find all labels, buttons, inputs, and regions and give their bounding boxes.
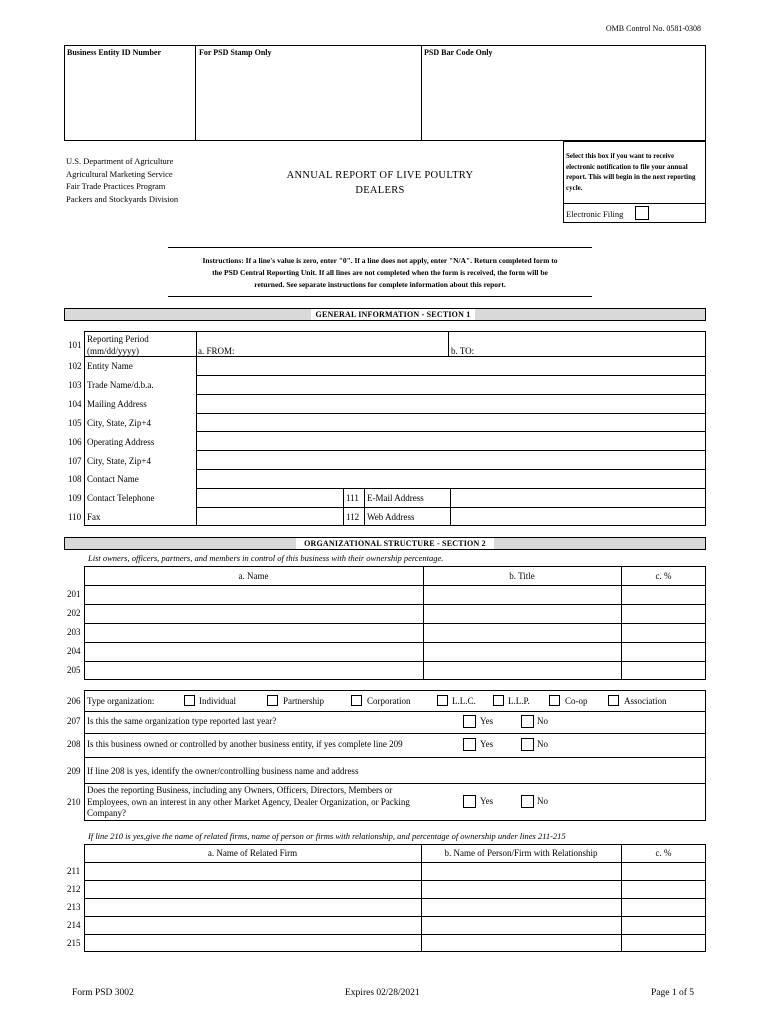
owner-row-input[interactable] — [86, 663, 421, 679]
omb-control-number: OMB Control No. 0581-0308 — [605, 24, 701, 33]
row-num: 203 — [67, 627, 81, 637]
row-num: 215 — [67, 938, 81, 948]
llp-label: L.L.P. — [508, 696, 530, 706]
mailing-address-label: Mailing Address — [87, 399, 147, 409]
row-num: 102 — [68, 361, 82, 371]
instructions-line: Instructions: If a line's value is zero, enter "0". If a line does not apply, enter "N/A". Return completed form to — [202, 256, 558, 265]
notification-text: Select this box if you want to receive electronic notification to file your annual report. This will begin in the next reporting cycle. — [566, 152, 696, 192]
agency-block — [66, 155, 178, 205]
web-address-input[interactable] — [452, 509, 704, 525]
owner-row-input[interactable] — [86, 587, 421, 603]
q209-label: If line 208 is yes, identify the owner/controlling business name and address — [87, 766, 359, 776]
coop-checkbox[interactable] — [549, 695, 560, 706]
related-col-percent: c. % — [655, 848, 672, 858]
row-num: 108 — [68, 474, 82, 484]
no-label: No — [537, 739, 548, 749]
owner-row-input[interactable] — [86, 644, 421, 660]
q210-line: Company? — [87, 808, 126, 818]
q210-no-checkbox[interactable] — [521, 795, 534, 808]
trade-name-input[interactable] — [198, 377, 704, 393]
corporation-checkbox[interactable] — [351, 695, 362, 706]
entity-id-field[interactable] — [66, 60, 193, 139]
individual-checkbox[interactable] — [184, 695, 195, 706]
expiration-date: Expires 02/28/2021 — [345, 988, 420, 998]
barcode-label: PSD Bar Code Only — [424, 48, 493, 57]
form-title-line: ANNUAL REPORT OF LIVE POULTRY — [286, 170, 474, 181]
row-num: 105 — [68, 418, 82, 428]
operating-address-label: Operating Address — [87, 437, 155, 447]
related-note: If line 210 is yes,give the name of related firms, name of person or firms with relationship, and percentage of ownership under lines 211-215 — [88, 831, 566, 841]
q209-input[interactable] — [380, 760, 704, 781]
row-num: 202 — [67, 608, 81, 618]
instructions-line: returned. See separate instructions for complete information about this report. — [254, 280, 506, 289]
section1-title: GENERAL INFORMATION - SECTION 1 — [311, 309, 475, 320]
instructions — [160, 255, 600, 291]
row-num: 210 — [67, 797, 81, 807]
no-label: No — [537, 716, 548, 726]
operating-city-input[interactable] — [198, 452, 704, 468]
owner-row-input[interactable] — [86, 625, 421, 641]
row-num: 212 — [67, 884, 81, 894]
llp-checkbox[interactable] — [493, 695, 504, 706]
trade-name-label: Trade Name/d.b.a. — [87, 380, 154, 390]
q210-line: Employees, own an interest in any other Market Agency, Dealer Organization, or Packing — [87, 796, 410, 807]
related-col-firm: a. Name of Related Firm — [207, 848, 298, 858]
entity-name-input[interactable] — [198, 358, 704, 374]
agency-line: U.S. Department of Agriculture — [66, 156, 174, 166]
form-title-line: DEALERS — [355, 185, 405, 196]
fax-label: Fax — [87, 512, 101, 522]
partnership-label: Partnership — [283, 696, 324, 706]
related-row-input[interactable] — [86, 900, 419, 915]
contact-name-label: Contact Name — [87, 474, 139, 484]
form-title — [255, 168, 505, 198]
related-row-input[interactable] — [86, 882, 419, 897]
q210-yes-checkbox[interactable] — [463, 795, 476, 808]
owners-note: List owners, officers, partners, and members in control of this business with their ownership percentage. — [88, 553, 444, 563]
q207-no-checkbox[interactable] — [521, 715, 534, 728]
related-row-input[interactable] — [86, 864, 419, 879]
owners-col-percent: c. % — [655, 571, 672, 581]
row-num: 111 — [346, 493, 359, 503]
to-date-input[interactable] — [480, 333, 704, 355]
row-num: 213 — [67, 902, 81, 912]
agency-line: Agricultural Marketing Service — [66, 168, 173, 179]
owners-col-title: b. Title — [509, 571, 535, 581]
owners-col-name: a. Name — [238, 571, 269, 581]
q208-label: Is this business owned or controlled by another business entity, if yes complete line 209 — [87, 739, 403, 749]
row-num: 211 — [67, 866, 81, 876]
coop-label: Co-op — [565, 696, 588, 706]
section1-bar — [64, 308, 706, 321]
from-label: a. FROM: — [198, 346, 235, 356]
entity-name-label: Entity Name — [87, 361, 133, 371]
row-num: 205 — [67, 665, 81, 675]
partnership-checkbox[interactable] — [267, 695, 278, 706]
fax-input[interactable] — [198, 509, 342, 525]
row-num: 104 — [68, 399, 82, 409]
row-num: 107 — [68, 456, 82, 466]
q207-label: Is this the same organization type reported last year? — [87, 716, 277, 726]
row-num: 207 — [67, 716, 81, 726]
contact-telephone-input[interactable] — [198, 490, 342, 506]
row-num: 110 — [68, 512, 82, 522]
row-num: 106 — [68, 437, 82, 447]
electronic-filing-checkbox[interactable] — [635, 206, 649, 220]
row-num: 209 — [67, 766, 81, 776]
corporation-label: Corporation — [367, 696, 411, 706]
row-num: 204 — [67, 646, 81, 656]
yes-label: Yes — [480, 796, 494, 806]
contact-telephone-label: Contact Telephone — [87, 493, 155, 503]
web-address-label: Web Address — [367, 512, 415, 522]
row-num: 201 — [67, 589, 81, 599]
agency-line: Packers and Stockyards Division — [66, 193, 179, 204]
association-checkbox[interactable] — [608, 695, 619, 706]
stamp-label: For PSD Stamp Only — [199, 48, 272, 57]
to-label: b. TO: — [451, 346, 475, 356]
llc-checkbox[interactable] — [437, 695, 448, 706]
reporting-period-line: Reporting Period — [87, 334, 149, 344]
mailing-city-label: City, State, Zip+4 — [87, 418, 151, 428]
related-row-input[interactable] — [86, 936, 419, 951]
yes-label: Yes — [480, 739, 494, 749]
email-input[interactable] — [452, 490, 704, 506]
electronic-filing-label: Electronic Filing — [566, 209, 624, 219]
row-num: 214 — [67, 920, 81, 930]
reporting-period-line: (mm/dd/yyyy) — [87, 346, 139, 356]
contact-name-input[interactable] — [198, 471, 704, 487]
row-num: 103 — [68, 380, 82, 390]
agency-line: Fair Trade Practices Program — [66, 181, 166, 191]
operating-city-label: City, State, Zip+4 — [87, 456, 151, 466]
reporting-period-label — [87, 333, 149, 357]
from-date-input[interactable] — [240, 333, 446, 355]
individual-label: Individual — [199, 696, 236, 706]
section2-title: ORGANIZATIONAL STRUCTURE - SECTION 2 — [296, 538, 494, 549]
row-num: 109 — [68, 493, 82, 503]
row-num: 206 — [67, 696, 81, 706]
q208-yes-checkbox[interactable] — [463, 738, 476, 751]
yes-label: Yes — [480, 716, 494, 726]
form-number: Form PSD 3002 — [72, 988, 134, 998]
email-label: E-Mail Address — [367, 493, 424, 503]
related-row-input[interactable] — [86, 918, 419, 933]
row-num: 208 — [67, 739, 81, 749]
section2-bar — [64, 537, 706, 550]
no-label: No — [537, 796, 548, 806]
owner-row-input[interactable] — [86, 606, 421, 622]
q207-yes-checkbox[interactable] — [463, 715, 476, 728]
q208-no-checkbox[interactable] — [521, 738, 534, 751]
page-number: Page 1 of 5 — [651, 988, 695, 998]
mailing-city-input[interactable] — [198, 415, 704, 430]
llc-label: L.L.C. — [452, 696, 476, 706]
q210-line: Does the reporting Business, including any Owners, Officers, Directors, Members or — [87, 785, 393, 795]
q210-label — [87, 785, 410, 820]
operating-address-input[interactable] — [198, 433, 704, 449]
related-col-person: b. Name of Person/Firm with Relationship — [444, 848, 598, 858]
mailing-address-input[interactable] — [198, 396, 704, 412]
row-num: 101 — [68, 340, 82, 350]
instructions-line: the PSD Central Reporting Unit. If all lines are not completed when the form is received, the form will be — [212, 268, 548, 277]
entity-id-label: Business Entity ID Number — [67, 48, 162, 57]
type-organization-label: Type organization: — [87, 696, 155, 706]
association-label: Association — [624, 696, 667, 706]
row-num: 112 — [346, 512, 360, 522]
